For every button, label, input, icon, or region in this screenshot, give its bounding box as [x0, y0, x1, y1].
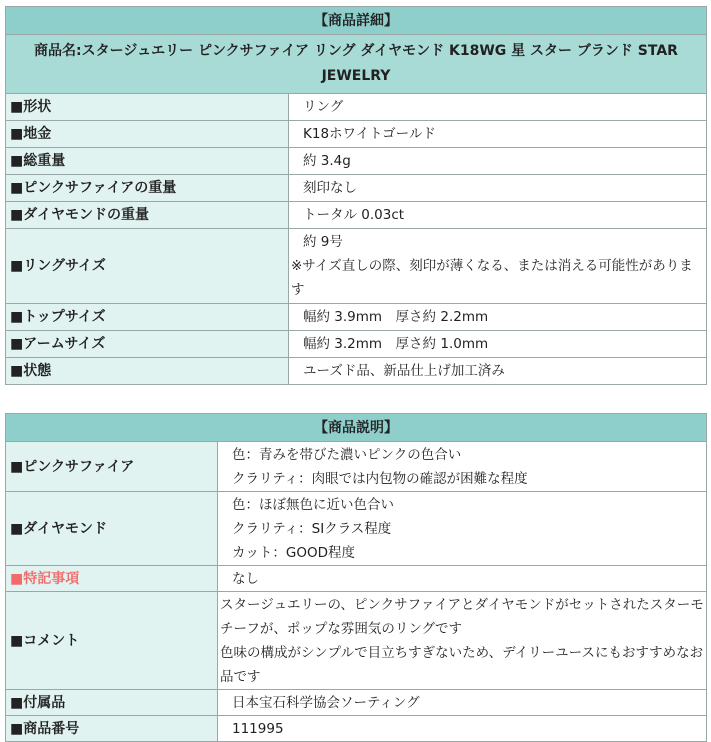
label-shape: ■形状 — [6, 94, 289, 121]
diamond-color: 色：ほぼ無色に近い色合い — [232, 496, 394, 513]
value-ring-size — [289, 229, 707, 304]
product-name: 商品名:スタージュエリー ピンクサファイア リング ダイヤモンド K18WG 星 スター ブランド STAR JEWELRY — [6, 35, 707, 94]
value-shape: リング — [289, 94, 707, 121]
label-metal: ■地金 — [6, 121, 289, 148]
label-arm-size: ■アームサイズ — [6, 331, 289, 358]
section-gap — [5, 385, 706, 413]
label-diamond-weight: ■ダイヤモンドの重量 — [6, 202, 289, 229]
label-condition: ■状態 — [6, 358, 289, 385]
value-special-notes: なし — [218, 566, 707, 592]
description-header: 【商品説明】 — [6, 414, 707, 442]
value-top-size: 幅約 3.9mm 厚さ約 2.2mm — [289, 304, 707, 331]
value-metal: K18ホワイトゴールド — [289, 121, 707, 148]
label-pink-sapphire: ■ピンクサファイア — [6, 442, 218, 492]
label-comment: ■コメント — [6, 592, 218, 690]
value-pink-sapphire-weight: 刻印なし — [289, 175, 707, 202]
label-special-notes: ■特記事項 — [6, 566, 218, 592]
value-accessories: 日本宝石科学協会ソーティング — [218, 690, 707, 716]
value-total-weight: 約 3.4g — [289, 148, 707, 175]
label-accessories: ■付属品 — [6, 690, 218, 716]
label-top-size: ■トップサイズ — [6, 304, 289, 331]
label-diamond: ■ダイヤモンド — [6, 492, 218, 566]
value-pink-sapphire — [218, 442, 707, 492]
diamond-cut: カット：GOOD程度 — [232, 544, 355, 561]
ring-size-line: 約 9号 — [303, 234, 343, 250]
pink-sapphire-clarity: クラリティ：肉眼では内包物の確認が困難な程度 — [232, 470, 528, 487]
ring-size-note: ※サイズ直しの際、刻印が薄くなる、または消える可能性があります — [291, 258, 693, 298]
label-total-weight: ■総重量 — [6, 148, 289, 175]
details-table — [5, 6, 707, 385]
diamond-clarity: クラリティ：SIクラス程度 — [232, 520, 392, 537]
value-diamond-weight: トータル 0.03ct — [289, 202, 707, 229]
value-condition: ユーズド品、新品仕上げ加工済み — [289, 358, 707, 385]
label-ring-size: ■リングサイズ — [6, 229, 289, 304]
value-diamond — [218, 492, 707, 566]
value-comment — [218, 592, 707, 690]
comment-line-1: スタージュエリーの、ピンクサファイアとダイヤモンドがセットされたスターモチーフが、ポップな雰囲気のリングです — [220, 596, 704, 637]
description-table — [5, 413, 707, 742]
label-product-number: ■商品番号 — [6, 716, 218, 742]
value-product-number: 111995 — [218, 716, 707, 742]
comment-line-2: 色味の構成がシンプルで目立ちすぎないため、デイリーユースにもおすすめなお品です — [220, 644, 704, 685]
details-header: 【商品詳細】 — [6, 7, 707, 35]
pink-sapphire-color: 色：青みを帯びた濃いピンクの色合い — [232, 446, 462, 463]
value-arm-size: 幅約 3.2mm 厚さ約 1.0mm — [289, 331, 707, 358]
label-pink-sapphire-weight: ■ピンクサファイアの重量 — [6, 175, 289, 202]
